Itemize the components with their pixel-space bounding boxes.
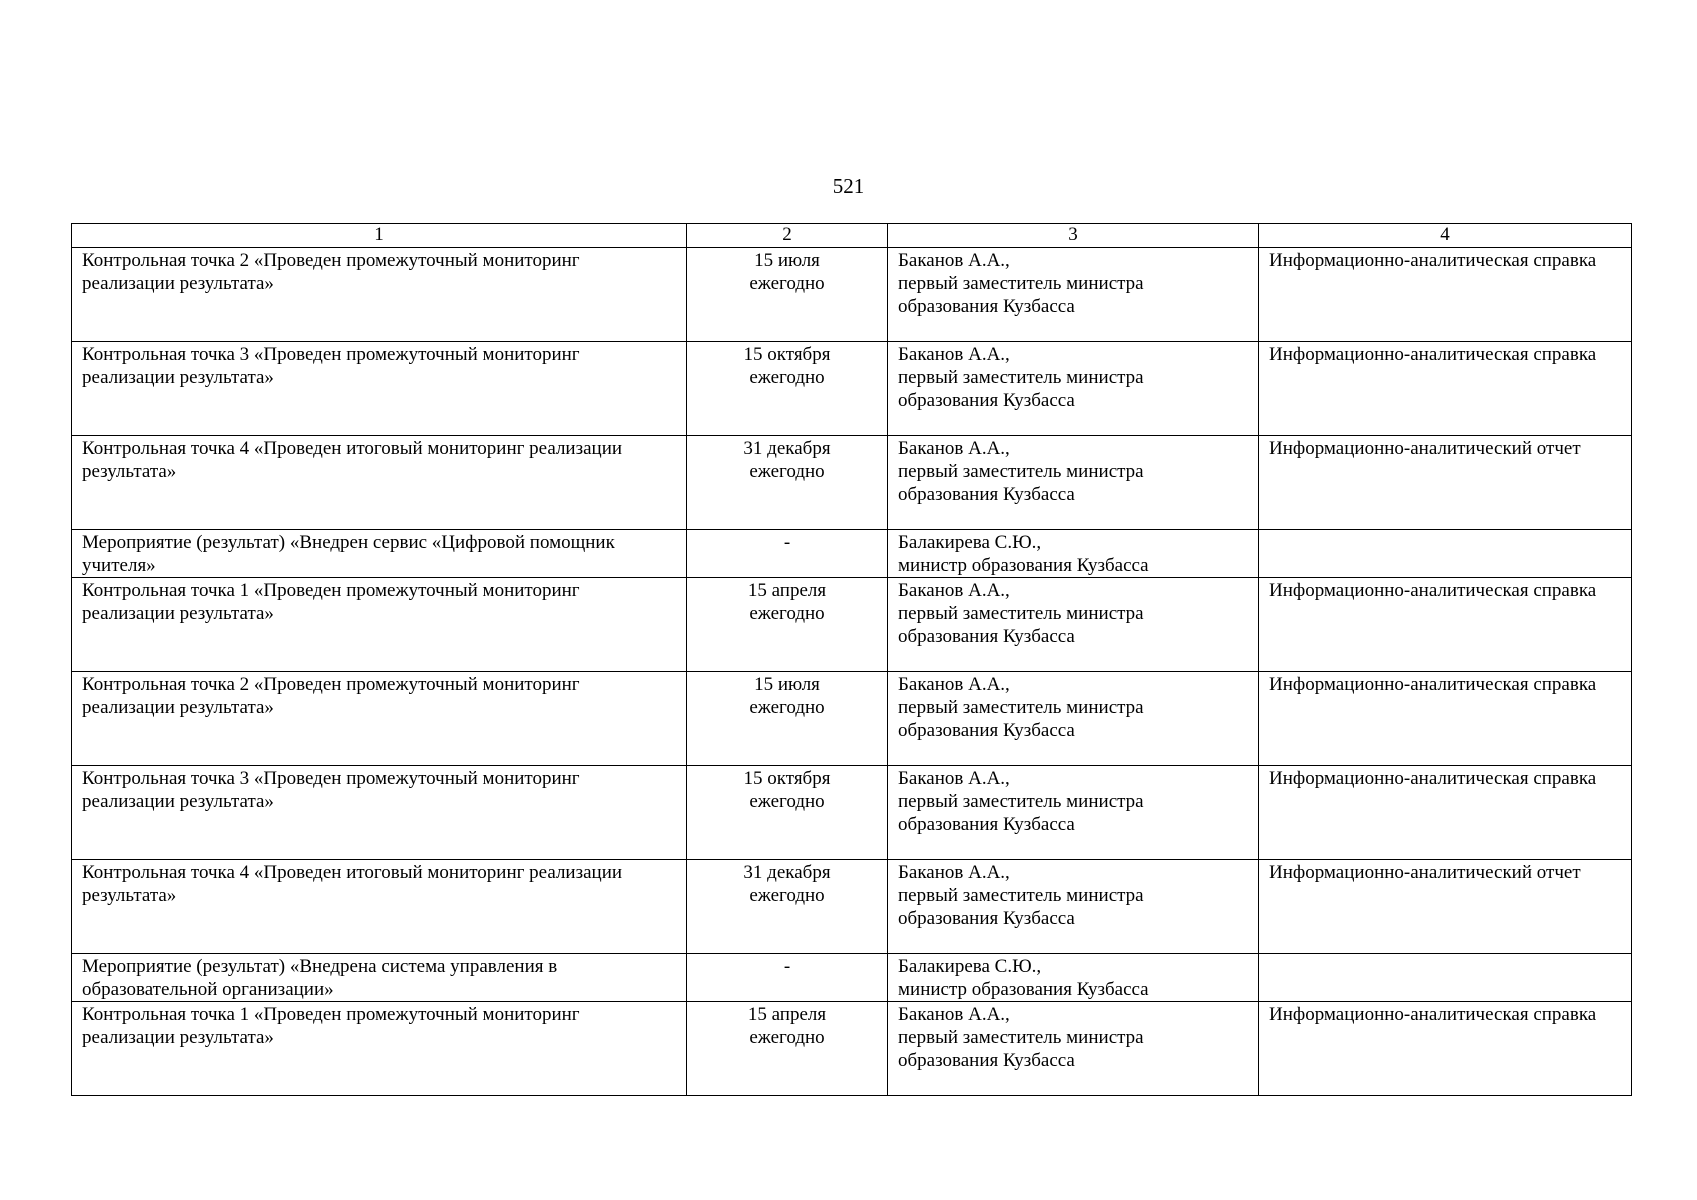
deadline-cell xyxy=(687,954,888,1002)
deadline-text: - xyxy=(783,532,791,553)
deadline-cell xyxy=(687,578,888,672)
event-name-text: Контрольная точка 1 «Проведен промежуточный мониторинг реализации результата» xyxy=(82,1004,580,1048)
document-cell xyxy=(1259,530,1632,578)
responsible-text: Баканов А.А., xyxy=(898,580,1010,601)
responsible-cell xyxy=(888,436,1259,530)
document-text: Информационно-аналитическая справка xyxy=(1269,768,1597,789)
deadline-text: 31 декабря xyxy=(743,438,831,459)
column-header-2: 2 xyxy=(687,224,888,248)
deadline-text: 15 октября xyxy=(743,344,831,365)
document-cell xyxy=(1259,860,1632,954)
checkpoint-row xyxy=(72,248,1632,342)
deadline-text: ежегодно xyxy=(749,273,825,294)
responsible-text: министр образования Кузбасса xyxy=(898,555,1149,576)
deadline-text: 15 апреля xyxy=(747,1004,827,1025)
column-header-3: 3 xyxy=(888,224,1259,248)
document-text: Информационно-аналитическая справка xyxy=(1269,344,1597,365)
responsible-text: образования Кузбасса xyxy=(898,296,1075,317)
plan-table xyxy=(71,223,1632,1096)
event-name-cell xyxy=(72,342,687,436)
responsible-text: Баканов А.А., xyxy=(898,674,1010,695)
deadline-text: ежегодно xyxy=(749,367,825,388)
deadline-text: 15 июля xyxy=(754,250,820,271)
responsible-cell xyxy=(888,248,1259,342)
event-name-cell xyxy=(72,672,687,766)
responsible-text: Баканов А.А., xyxy=(898,250,1010,271)
event-row xyxy=(72,954,1632,1002)
checkpoint-row xyxy=(72,1002,1632,1096)
responsible-text: Баканов А.А., xyxy=(898,1004,1010,1025)
responsible-text: образования Кузбасса xyxy=(898,814,1075,835)
responsible-cell xyxy=(888,578,1259,672)
deadline-text: ежегодно xyxy=(749,791,825,812)
event-name-text: Контрольная точка 4 «Проведен итоговый мониторинг реализации результата» xyxy=(82,438,623,482)
responsible-text: первый заместитель министра xyxy=(898,697,1144,718)
column-header-1: 1 xyxy=(72,224,687,248)
document-cell xyxy=(1259,672,1632,766)
deadline-cell xyxy=(687,860,888,954)
event-name-text: Контрольная точка 2 «Проведен промежуточный мониторинг реализации результата» xyxy=(82,674,580,718)
deadline-text: 15 апреля xyxy=(747,580,827,601)
event-name-text: Контрольная точка 2 «Проведен промежуточный мониторинг реализации результата» xyxy=(82,250,580,294)
document-text: Информационно-аналитическая справка xyxy=(1269,250,1597,271)
event-name-cell xyxy=(72,530,687,578)
checkpoint-row xyxy=(72,578,1632,672)
responsible-cell xyxy=(888,766,1259,860)
responsible-text: образования Кузбасса xyxy=(898,1050,1075,1071)
deadline-text: 31 декабря xyxy=(743,862,831,883)
responsible-cell xyxy=(888,1002,1259,1096)
document-cell xyxy=(1259,578,1632,672)
responsible-cell xyxy=(888,530,1259,578)
checkpoint-row xyxy=(72,342,1632,436)
event-name-text: Контрольная точка 3 «Проведен промежуточный мониторинг реализации результата» xyxy=(82,344,580,388)
responsible-text: первый заместитель министра xyxy=(898,461,1144,482)
responsible-cell xyxy=(888,672,1259,766)
checkpoint-row xyxy=(72,672,1632,766)
responsible-text: образования Кузбасса xyxy=(898,908,1075,929)
event-name-cell xyxy=(72,436,687,530)
document-text: Информационно-аналитическая справка xyxy=(1269,1004,1597,1025)
checkpoint-row xyxy=(72,436,1632,530)
document-text: Информационно-аналитическая справка xyxy=(1269,580,1597,601)
document-text: Информационно-аналитическая справка xyxy=(1269,674,1597,695)
event-name-text: Контрольная точка 3 «Проведен промежуточный мониторинг реализации результата» xyxy=(82,768,580,812)
deadline-cell xyxy=(687,530,888,578)
responsible-cell xyxy=(888,860,1259,954)
checkpoint-row xyxy=(72,766,1632,860)
responsible-text: образования Кузбасса xyxy=(898,626,1075,647)
deadline-text: ежегодно xyxy=(749,697,825,718)
deadline-text: ежегодно xyxy=(749,885,825,906)
responsible-text: образования Кузбасса xyxy=(898,720,1075,741)
responsible-text: Балакирева С.Ю., xyxy=(898,956,1042,977)
table-body xyxy=(72,224,1632,1096)
deadline-cell xyxy=(687,248,888,342)
deadline-cell xyxy=(687,342,888,436)
event-name-text: Мероприятие (результат) «Внедрена система управления в образовательной организации» xyxy=(82,956,558,1000)
document-cell xyxy=(1259,1002,1632,1096)
responsible-text: первый заместитель министра xyxy=(898,791,1144,812)
responsible-text: образования Кузбасса xyxy=(898,390,1075,411)
deadline-cell xyxy=(687,672,888,766)
deadline-cell xyxy=(687,766,888,860)
event-name-text: Контрольная точка 1 «Проведен промежуточный мониторинг реализации результата» xyxy=(82,580,580,624)
deadline-cell xyxy=(687,1002,888,1096)
event-name-cell xyxy=(72,954,687,1002)
document-text: Информационно-аналитический отчет xyxy=(1269,862,1581,883)
responsible-text: первый заместитель министра xyxy=(898,367,1144,388)
responsible-text: Баканов А.А., xyxy=(898,862,1010,883)
responsible-text: Балакирева С.Ю., xyxy=(898,532,1042,553)
deadline-cell xyxy=(687,436,888,530)
event-name-text: Мероприятие (результат) «Внедрен сервис «Цифровой помощник учителя» xyxy=(82,532,615,576)
responsible-text: первый заместитель министра xyxy=(898,885,1144,906)
deadline-text: ежегодно xyxy=(749,603,825,624)
event-name-cell xyxy=(72,766,687,860)
deadline-text: 15 июля xyxy=(754,674,820,695)
responsible-cell xyxy=(888,954,1259,1002)
column-number-row xyxy=(72,224,1632,248)
document-cell xyxy=(1259,342,1632,436)
responsible-text: Баканов А.А., xyxy=(898,768,1010,789)
document-cell xyxy=(1259,436,1632,530)
responsible-text: образования Кузбасса xyxy=(898,484,1075,505)
column-header-4: 4 xyxy=(1259,224,1632,248)
deadline-text: 15 октября xyxy=(743,768,831,789)
deadline-text: - xyxy=(783,956,791,977)
event-name-cell xyxy=(72,860,687,954)
responsible-text: первый заместитель министра xyxy=(898,1027,1144,1048)
responsible-text: первый заместитель министра xyxy=(898,603,1144,624)
checkpoint-row xyxy=(72,860,1632,954)
document-cell xyxy=(1259,766,1632,860)
event-name-cell xyxy=(72,248,687,342)
event-name-cell xyxy=(72,1002,687,1096)
document-text: Информационно-аналитический отчет xyxy=(1269,438,1581,459)
document-cell xyxy=(1259,248,1632,342)
event-row xyxy=(72,530,1632,578)
deadline-text: ежегодно xyxy=(749,461,825,482)
deadline-text: ежегодно xyxy=(749,1027,825,1048)
event-name-cell xyxy=(72,578,687,672)
responsible-text: первый заместитель министра xyxy=(898,273,1144,294)
responsible-text: министр образования Кузбасса xyxy=(898,979,1149,1000)
document-cell xyxy=(1259,954,1632,1002)
responsible-cell xyxy=(888,342,1259,436)
event-name-text: Контрольная точка 4 «Проведен итоговый мониторинг реализации результата» xyxy=(82,862,623,906)
page-number: 521 xyxy=(832,174,865,198)
responsible-text: Баканов А.А., xyxy=(898,438,1010,459)
responsible-text: Баканов А.А., xyxy=(898,344,1010,365)
